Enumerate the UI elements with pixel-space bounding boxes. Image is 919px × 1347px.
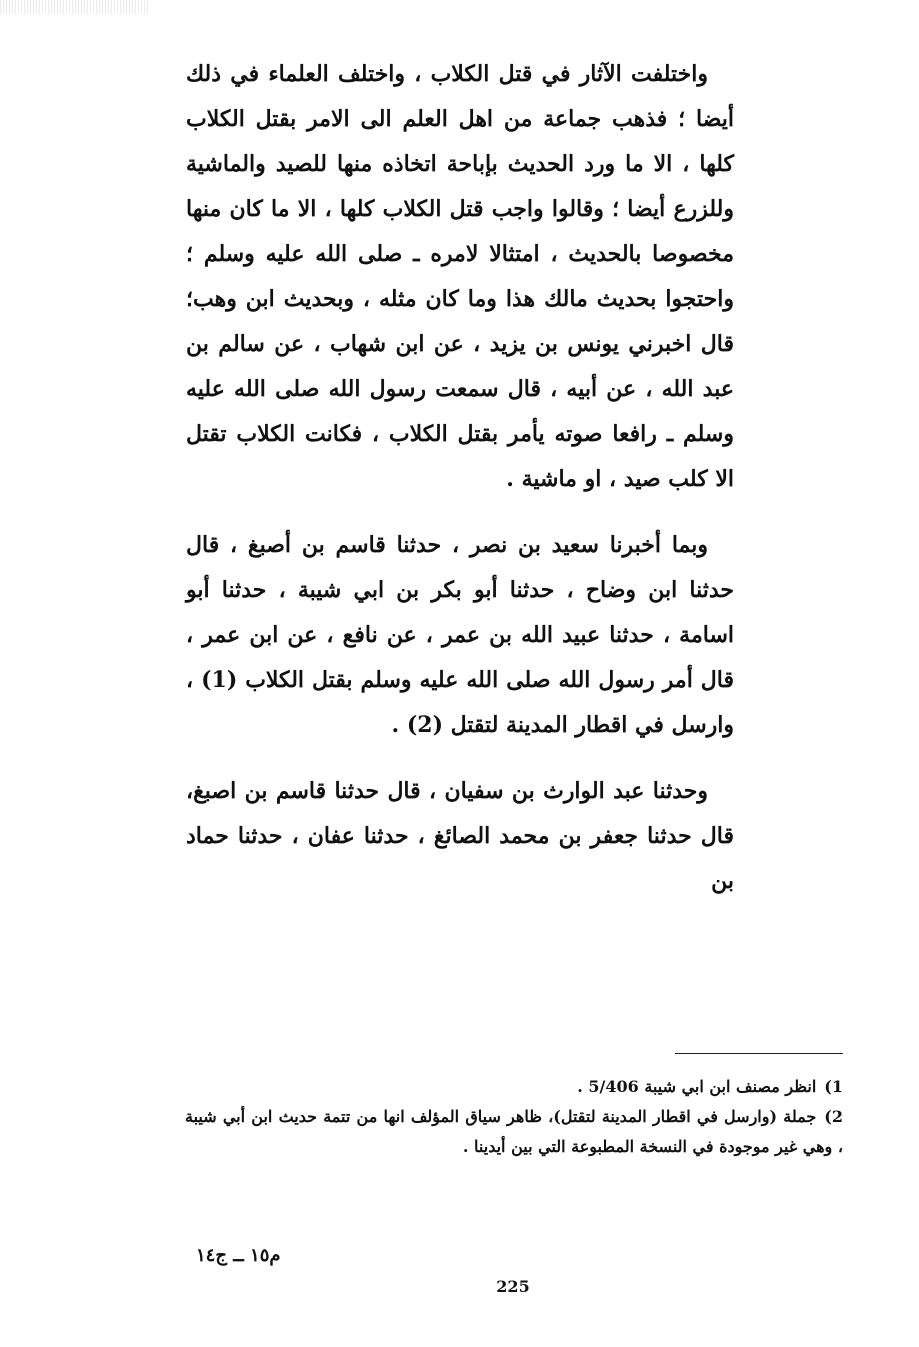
paragraph-2: وبما أخبرنا سعيد بن نصر ، حدثنا قاسم بن أصبغ ، قال حدثنا ابن وضاح ، حدثنا أبو بكر بن ابي شيبة ، حدثنا أبو اسامة ، حدثنا عبيد الله بن عمر ، عن نافع ، عن ابن عمر ، قال أمر رسول الله صلى الله عليه وسلم بقتل الكلاب (1) ، وارسل في اقطار المدينة لتقتل (2) . [186, 532, 734, 738]
footnote-text: جملة (وارسل في اقطار المدينة لتقتل)، ظاهر سياق المؤلف انها من تتمة حديث ابن أبي شيبة ، وهي غير موجودة في النسخة المطبوعة التي بين أيدينا . [185, 1107, 843, 1156]
footnote-text: انظر مصنف ابن ابي شيبة 5/406 . [577, 1077, 817, 1096]
footnote-2 [185, 1102, 843, 1162]
footnote-number: 2) [824, 1107, 843, 1126]
paragraph-1: واختلفت الآثار في قتل الكلاب ، واختلف العلماء في ذلك أيضا ؛ فذهب جماعة من اهل العلم الى الامر بقتل الكلاب كلها ، الا ما ورد الحديث بإباحة اتخاذه منها للصيد والماشية وللزرع أيضا ؛ وقالوا واجب قتل الكلاب كلها ، الا ما كان منها مخصوصا بالحديث ، امتثالا لامره ـ صلى الله عليه وسلم ؛ واحتجوا بحديث مالك هذا وما كان مثله ، وبحديث ابن وهب؛ قال اخبرني يونس بن يزيد ، عن ابن شهاب ، عن سالم بن عبد الله ، عن أبيه ، قال سمعت رسول الله صلى الله عليه وسلم ـ رافعا صوته يأمر بقتل الكلاب ، فكانت الكلاب تقتل الا كلب صيد ، او ماشية . [186, 61, 734, 492]
footnote-separator [675, 1053, 843, 1054]
footnote-number: 1) [824, 1077, 843, 1096]
footnotes [185, 1072, 843, 1162]
scan-artifact [0, 0, 150, 14]
footnote-1 [185, 1072, 843, 1102]
main-text [186, 52, 734, 904]
page-number: 225 [496, 1277, 530, 1296]
signature-mark: م١٥ ــ ج١٤ [196, 1245, 281, 1266]
paragraph-3: وحدثنا عبد الوارث بن سفيان ، قال حدثنا قاسم بن اصبغ، قال حدثنا جعفر بن محمد الصائغ ، حدثنا عفان ، حدثنا حماد بن [186, 778, 734, 894]
